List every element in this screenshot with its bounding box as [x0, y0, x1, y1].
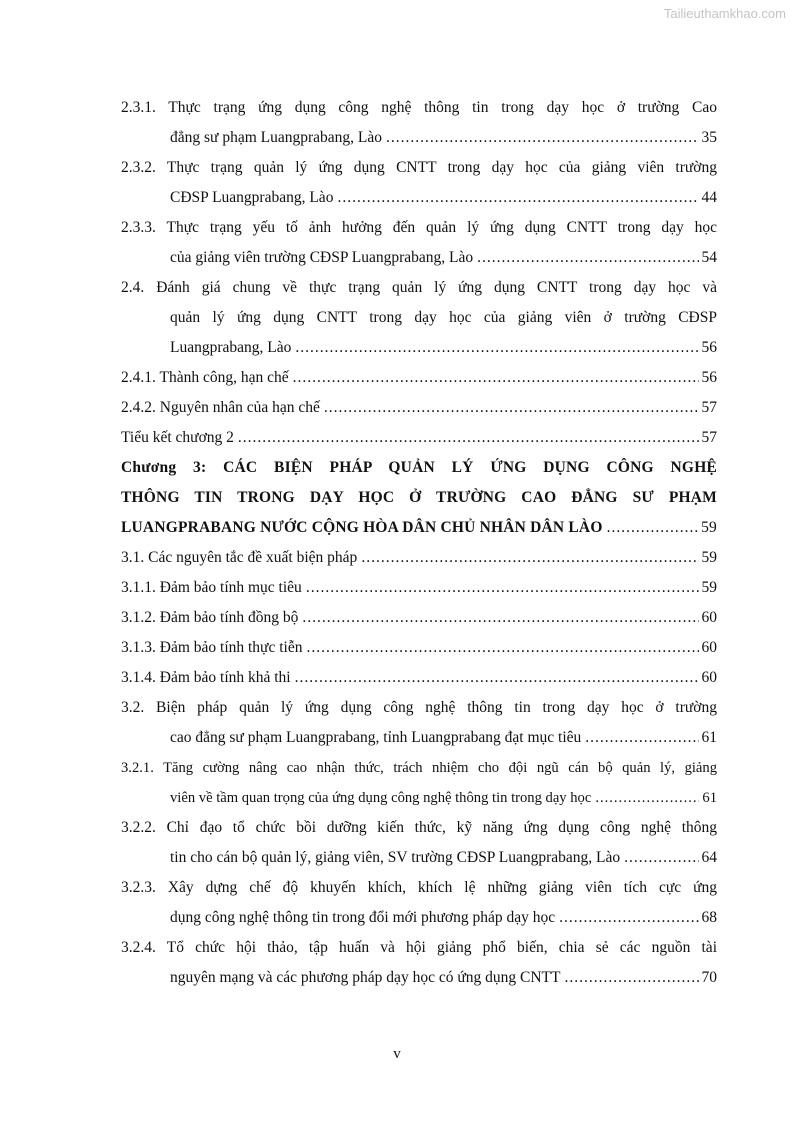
toc-page-number: 70	[701, 969, 717, 986]
toc-entry-text: 2.3.3. Thực trạng yếu tố ảnh hưởng đến quản lý ứng dụng CNTT trong dạy học	[121, 219, 717, 236]
toc-page-number: 64	[701, 849, 717, 866]
dot-leader	[585, 723, 698, 753]
dot-leader	[607, 513, 699, 543]
toc-entry-text: 2.4.2. Nguyên nhân của hạn chế	[121, 399, 320, 416]
toc-page-number: 61	[701, 729, 717, 746]
dot-leader	[337, 183, 698, 213]
toc-page-number: 57	[701, 399, 717, 416]
toc-page-number: 57	[701, 429, 717, 446]
toc-entry-text: 3.1.2. Đảm bảo tính đồng bộ	[121, 609, 299, 626]
toc-entry-2-3-3[interactable]	[121, 213, 717, 273]
toc-page-number: 60	[701, 639, 717, 656]
dot-leader	[238, 423, 699, 453]
toc-page-number: 59	[701, 579, 717, 596]
toc-entry-2-3-1[interactable]	[121, 93, 717, 153]
toc-page-number: 44	[701, 189, 717, 206]
toc-entry-3-2-3[interactable]	[121, 873, 717, 933]
toc-page-number: 61	[702, 790, 717, 806]
dot-leader	[564, 963, 698, 993]
dot-leader	[324, 393, 699, 423]
toc-entry-2-4-1[interactable]	[121, 363, 717, 393]
toc-entry-3-1[interactable]	[121, 543, 717, 573]
toc-entry-text: của giảng viên trường CĐSP Luangprabang, Lào	[170, 249, 474, 266]
dot-leader	[559, 903, 698, 933]
toc-entry-3-2-1[interactable]	[121, 753, 717, 813]
toc-entry-text: LUANGPRABANG NƯỚC CỘNG HÒA DÂN CHỦ NHÂN DÂN LÀO	[121, 519, 603, 536]
toc-entry-text: 3.2.3. Xây dựng chế độ khuyến khích, khích lệ những giảng viên tích cực ứng	[121, 879, 717, 896]
toc-entry-3-2[interactable]	[121, 693, 717, 753]
toc-page-number: 60	[701, 609, 717, 626]
toc-page-number: 35	[701, 129, 717, 146]
toc-entry-text: 3.2. Biện pháp quản lý ứng dụng công nghệ thông tin trong dạy học ở trường	[121, 699, 717, 716]
toc-page-number: 68	[701, 909, 717, 926]
toc-entry-text: 2.4. Đánh giá chung về thực trạng quản lý ứng dụng CNTT trong dạy học và	[121, 279, 717, 296]
toc-entry-chapter-2-summary[interactable]	[121, 423, 717, 453]
toc-entry-2-4[interactable]	[121, 273, 717, 363]
toc-page-number: 56	[701, 369, 717, 386]
toc-entry-3-1-4[interactable]	[121, 663, 717, 693]
toc-entry-text: 3.1.3. Đảm bảo tính thực tiễn	[121, 639, 303, 656]
toc-entry-3-1-2[interactable]	[121, 603, 717, 633]
dot-leader	[477, 243, 698, 273]
toc-entry-text: quản lý ứng dụng CNTT trong dạy học của giảng viên ở trường CĐSP	[170, 309, 717, 326]
toc-entry-text: 3.2.1. Tăng cường nâng cao nhận thức, trách nhiệm cho đội ngũ cán bộ quản lý, giảng	[121, 760, 717, 776]
toc-entry-text: 3.2.4. Tổ chức hội thảo, tập huấn và hội giảng phổ biến, chia sẻ các nguồn tài	[121, 939, 717, 956]
toc-page-number: 59	[701, 519, 717, 536]
toc-entry-text: nguyên mạng và các phương pháp dạy học có ứng dụng CNTT	[170, 969, 561, 986]
toc-entry-text: 3.1.1. Đảm bảo tính mục tiêu	[121, 579, 302, 596]
toc-entry-text: 3.1.4. Đảm bảo tính khả thi	[121, 669, 291, 686]
dot-leader	[295, 333, 698, 363]
dot-leader	[306, 573, 699, 603]
toc-entry-text: đẳng sư phạm Luangprabang, Lào	[170, 129, 382, 146]
toc-entry-3-2-2[interactable]	[121, 813, 717, 873]
dot-leader	[595, 783, 699, 813]
toc-entry-text: Chương 3: CÁC BIỆN PHÁP QUẢN LÝ ỨNG DỤNG CÔNG NGHỆ	[121, 459, 717, 476]
toc-entry-chapter-3[interactable]	[121, 453, 717, 543]
toc-entry-text: 3.2.2. Chỉ đạo tổ chức bồi dưỡng kiến thức, kỹ năng ứng dụng công nghệ thông	[121, 819, 717, 836]
toc-entry-3-2-4[interactable]	[121, 933, 717, 993]
toc-entry-text: tin cho cán bộ quản lý, giảng viên, SV trường CĐSP Luangprabang, Lào	[170, 849, 621, 866]
dot-leader	[624, 843, 698, 873]
table-of-contents	[121, 93, 717, 993]
page-number-footer: v	[393, 1046, 401, 1062]
toc-page-number: 56	[701, 339, 717, 356]
toc-entry-text: 3.1. Các nguyên tắc đề xuất biện pháp	[121, 549, 358, 566]
toc-entry-text: 2.4.1. Thành công, hạn chế	[121, 369, 289, 386]
dot-leader	[361, 543, 698, 573]
dot-leader	[386, 123, 699, 153]
toc-entry-text: CĐSP Luangprabang, Lào	[170, 189, 334, 206]
toc-entry-text: Tiểu kết chương 2	[121, 429, 234, 446]
dot-leader	[302, 603, 698, 633]
dot-leader	[295, 663, 699, 693]
toc-entry-3-1-3[interactable]	[121, 633, 717, 663]
dot-leader	[293, 363, 699, 393]
toc-page-number: 59	[701, 549, 717, 566]
toc-entry-2-4-2[interactable]	[121, 393, 717, 423]
toc-page-number: 60	[701, 669, 717, 686]
toc-entry-text: cao đẳng sư phạm Luangprabang, tỉnh Luangprabang đạt mục tiêu	[170, 729, 582, 746]
watermark-text: Tailieuthamkhao.com	[663, 6, 786, 21]
toc-entry-text: dụng công nghệ thông tin trong đổi mới phương pháp dạy học	[170, 909, 556, 926]
toc-entry-2-3-2[interactable]	[121, 153, 717, 213]
toc-entry-3-1-1[interactable]	[121, 573, 717, 603]
toc-entry-text: 2.3.2. Thực trạng quản lý ứng dụng CNTT trong dạy học của giảng viên trường	[121, 159, 717, 176]
dot-leader	[306, 633, 698, 663]
toc-page-number: 54	[701, 249, 717, 266]
toc-entry-text: THÔNG TIN TRONG DẠY HỌC Ở TRƯỜNG CAO ĐẲNG SƯ PHẠM	[121, 489, 717, 506]
toc-entry-text: viên về tầm quan trọng của ứng dụng công nghệ thông tin trong dạy học	[170, 790, 592, 806]
toc-entry-text: 2.3.1. Thực trạng ứng dụng công nghệ thông tin trong dạy học ở trường Cao	[121, 99, 717, 116]
toc-entry-text: Luangprabang, Lào	[170, 339, 292, 356]
